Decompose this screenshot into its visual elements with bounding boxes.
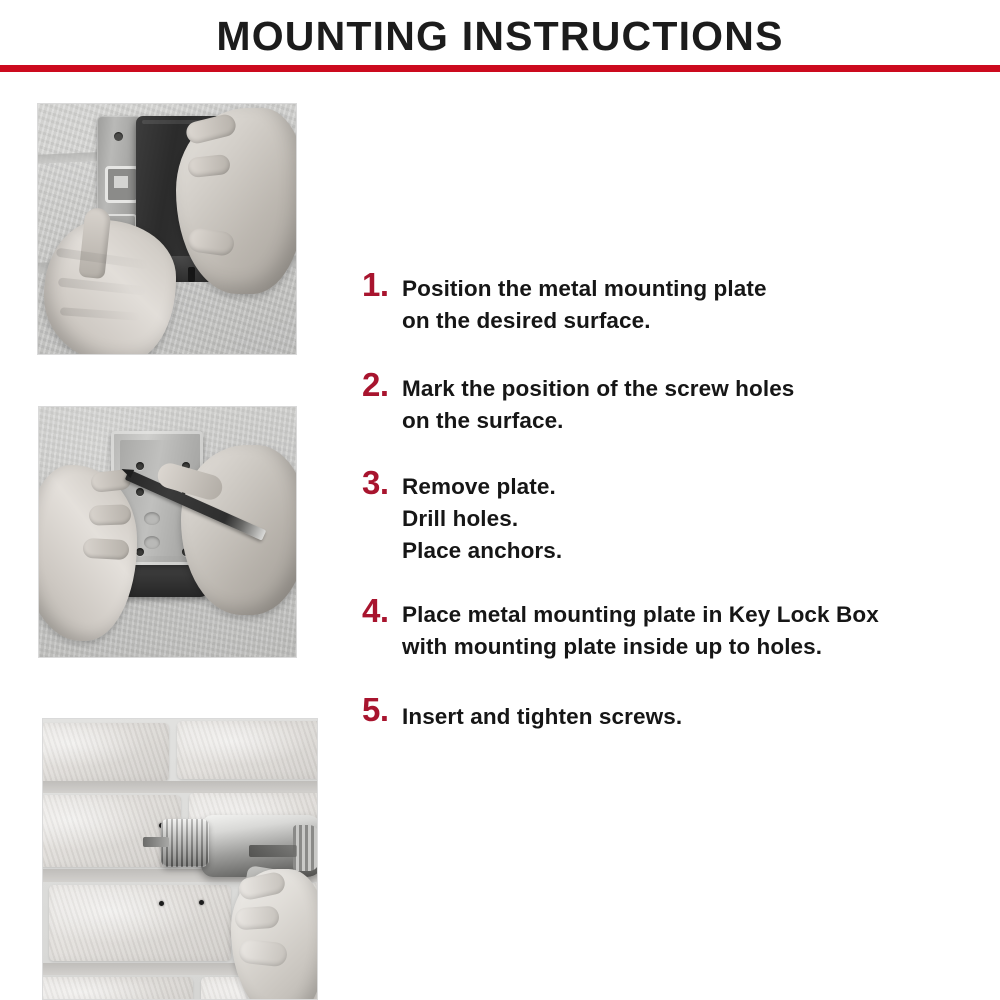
- step-text-line: Mark the position of the screw holes: [402, 376, 795, 401]
- instruction-step-2: [362, 368, 992, 437]
- drilled-hole-mark: [159, 901, 164, 906]
- photo-step-1: [37, 103, 297, 355]
- step-text-line: on the surface.: [402, 408, 564, 433]
- step-text-line: Place metal mounting plate in Key Lock Box: [402, 602, 879, 627]
- hand-finger-2: [234, 905, 279, 930]
- photo-step-3-image: [43, 719, 317, 999]
- photo-step-2: [38, 406, 297, 658]
- plate-oval-slot: [144, 512, 160, 525]
- step-text-line: Insert and tighten screws.: [402, 704, 683, 729]
- plate-hole: [136, 488, 144, 496]
- drilled-hole-mark: [199, 900, 204, 905]
- step-number: 4.: [362, 592, 389, 629]
- step-text: [402, 268, 992, 337]
- header: [0, 0, 1000, 72]
- brick: [49, 885, 231, 961]
- mortar-joint: [43, 781, 317, 793]
- plate-hole: [136, 548, 144, 556]
- step-text: [402, 466, 992, 567]
- instruction-step-5: [362, 693, 992, 733]
- plate-screw-hole: [114, 132, 123, 141]
- brick: [177, 721, 317, 779]
- left-hand-finger-3: [83, 538, 130, 560]
- photo-step-1-image: [38, 104, 296, 354]
- step-number: 2.: [362, 366, 389, 403]
- step-text: [402, 368, 992, 437]
- instruction-step-3: [362, 466, 992, 567]
- instruction-steps-list: [362, 268, 992, 733]
- plate-slot-upper: [105, 166, 139, 203]
- power-drill-bit: [143, 837, 169, 847]
- photo-column: [0, 72, 340, 1000]
- power-drill-brand-label: [249, 845, 297, 857]
- step-number: 1.: [362, 266, 389, 303]
- title-divider-rule: [0, 65, 1000, 72]
- plate-oval-slot: [144, 536, 160, 549]
- step-text-line: Place anchors.: [402, 538, 563, 563]
- step-text-line: Drill holes.: [402, 506, 519, 531]
- step-text: [402, 693, 992, 733]
- brick: [43, 977, 193, 999]
- instruction-step-4: [362, 594, 992, 663]
- step-text: [402, 594, 992, 663]
- step-text-line: with mounting plate inside up to holes.: [402, 634, 823, 659]
- step-text-line: on the desired surface.: [402, 308, 651, 333]
- step-text-line: Position the metal mounting plate: [402, 276, 767, 301]
- instruction-step-1: [362, 268, 992, 337]
- photo-step-2-image: [39, 407, 296, 657]
- plate-hole: [136, 462, 144, 470]
- page-title: MOUNTING INSTRUCTIONS: [216, 13, 784, 59]
- step-number: 5.: [362, 691, 389, 728]
- photo-step-3: [42, 718, 318, 1000]
- left-hand-finger-2: [89, 504, 132, 525]
- step-text-line: Remove plate.: [402, 474, 556, 499]
- step-number: 3.: [362, 464, 389, 501]
- brick: [43, 723, 169, 781]
